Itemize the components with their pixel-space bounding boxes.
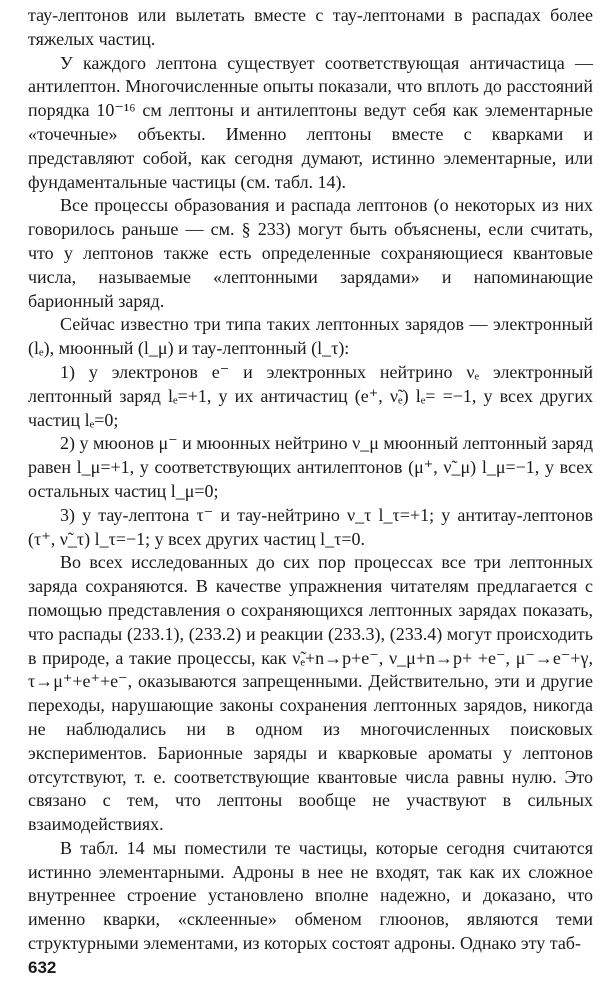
paragraph-lepton-charge-types: Сейчас известно три типа таких лептонных зарядов — электронный (lₑ), мюонный (l_μ) и тау-лептонный (l_τ):	[28, 314, 593, 359]
list-item-muon-charge: 2) у мюонов μ⁻ и мюонных нейтрино ν_μ мюонный лептонный заряд равен l_μ=+1, у соответствующих антилептонов (μ⁺, ν̃_μ) l_μ=−1, у всех остальных частиц l_μ=0;	[28, 433, 593, 501]
paragraph-lepton-processes: Все процессы образования и распада лептонов (о некоторых из них говорилось раньше — см. § 233) могут быть объяснены, если считать, что у лептонов также есть определенные сохраняющиеся квантовые числа, называемые «лептонными зарядами» и напоминающие барионный заряд.	[28, 195, 593, 311]
list-item-tau-charge: 3) у тау-лептона τ⁻ и тау-нейтрино ν_τ l_τ=+1; у антитау-лептонов (τ⁺, ν̃_τ) l_τ=−1; у всех других частиц l_τ=0.	[28, 504, 593, 549]
paragraph-conservation: Во всех исследованных до сих пор процессах все три лептонных заряда сохраняются. В качестве упражнения читателям предлагается с помощью представления о сохраняющихся лептонных зарядах показать, что распады (233.1), (233.2) и реакции (233.3), (233.4) могут происходить в природе, а такие процессы, как ν̃ₑ+n→p+e⁻, ν_μ+n→p+ +e⁻, μ⁻→e⁻+γ, τ→μ⁺+e⁺+e⁻, оказываются запрещенными. Действительно, эти и другие переходы, нарушающие законы сохранения лептонных зарядов, никогда не наблюдались ни в одном из многочисленных поисковых экспериментов. Барионные заряды и кварковые ароматы у лептонов отсутствуют, т. е. соответствующие квантовые числа равны нулю. Это связано с тем, что лептоны вообще не участвуют в сильных взаимодействиях.	[28, 552, 593, 835]
paragraph-table-14: В табл. 14 мы поместили те частицы, которые сегодня считаются истинно элементарными. Адроны в нее не входят, так как их сложное внутреннее строение установлено вполне надежно, и доказано, что именно кварки, «склеенные» обменом глюонов, являются теми структурными элементами, из которых состоят адроны. Однако эту таб-	[28, 837, 593, 954]
paragraph-antileptons: У каждого лептона существует соответствующая античастица — антилептон. Многочисленные опыты показали, что вплоть до расстояний порядка 10⁻¹⁶ см лептоны и антилептоны ведут себя как элементарные «точечные» объекты. Именно лептоны вместе с кварками и представляют собой, как сегодня думают, истинно элементарные, или фундаментальные частицы (см. табл. 14).	[28, 52, 593, 192]
paragraph-continuation: тау-лептонов или вылетать вместе с тау-лептонами в распадах более тяжелых частиц.	[28, 5, 593, 49]
list-item-electron-charge: 1) у электронов e⁻ и электронных нейтрино νₑ электронный лептонный заряд lₑ=+1, у их античастиц (e⁺, ν̃ₑ) lₑ= =−1, у всех других частиц lₑ=0;	[28, 361, 593, 430]
page-number: 632	[28, 958, 57, 977]
